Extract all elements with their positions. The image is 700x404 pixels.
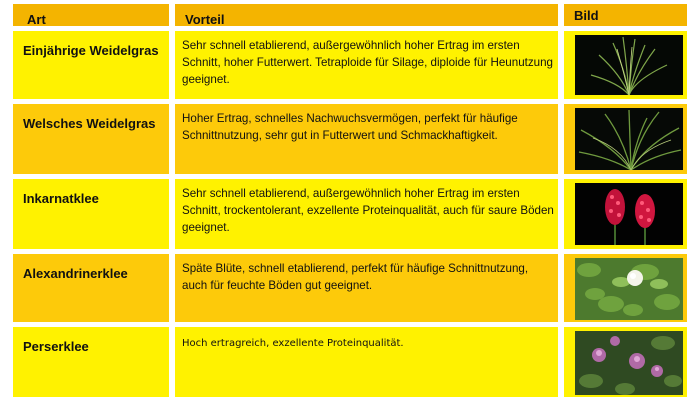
- plant-name: Perserklee: [23, 339, 89, 354]
- table-row: [13, 254, 687, 322]
- ryegrass-italian-image: [575, 108, 683, 170]
- table-row: [13, 31, 687, 99]
- plant-name: Inkarnatklee: [23, 191, 99, 206]
- plant-name: Alexandrinerklee: [23, 266, 128, 281]
- crimson-clover-image: [575, 183, 683, 245]
- plant-advantage: Hoher Ertrag, schnelles Nachwuchsvermögen, perfekt für häufige Schnittnutzung, sehr gut in Futterwert und Schmackhaftigkeit.: [182, 112, 518, 142]
- header-art: Art: [27, 12, 46, 27]
- table-row: [13, 179, 687, 249]
- header-vorteil: Vorteil: [185, 12, 225, 27]
- plant-name: Einjährige Weidelgras: [23, 43, 159, 58]
- berseem-clover-image: [575, 258, 683, 320]
- table-header: [13, 4, 687, 26]
- ryegrass-annual-image: [575, 35, 683, 95]
- table-row: [13, 327, 687, 397]
- header-bild-cell: [564, 4, 687, 26]
- header-bild: Bild: [574, 8, 599, 23]
- plant-name: Welsches Weidelgras: [23, 116, 156, 131]
- table-row: [13, 104, 687, 174]
- plant-advantage: Späte Blüte, schnell etablierend, perfekt für häufige Schnittnutzung, auch für feuchte Böden gut geeignet.: [182, 262, 529, 292]
- plant-advantage: Sehr schnell etablierend, außergewöhnlich hoher Ertrag im ersten Schnitt, hoher Futterwert. Tetraploide für Silage, diploide für Heunutzung geeignet.: [182, 39, 553, 86]
- plant-advantage: Hoch ertragreich, exzellente Proteinqualität.: [182, 338, 404, 349]
- header-vorteil-cell: [175, 4, 558, 26]
- persian-clover-image: [575, 331, 683, 395]
- header-art-cell: [13, 4, 169, 26]
- plant-advantage: Sehr schnell etablierend, außergewöhnlich hoher Ertrag im ersten Schnitt, trockentolerant, exzellente Proteinqualität, auch für saure Böden geeignet.: [182, 187, 554, 234]
